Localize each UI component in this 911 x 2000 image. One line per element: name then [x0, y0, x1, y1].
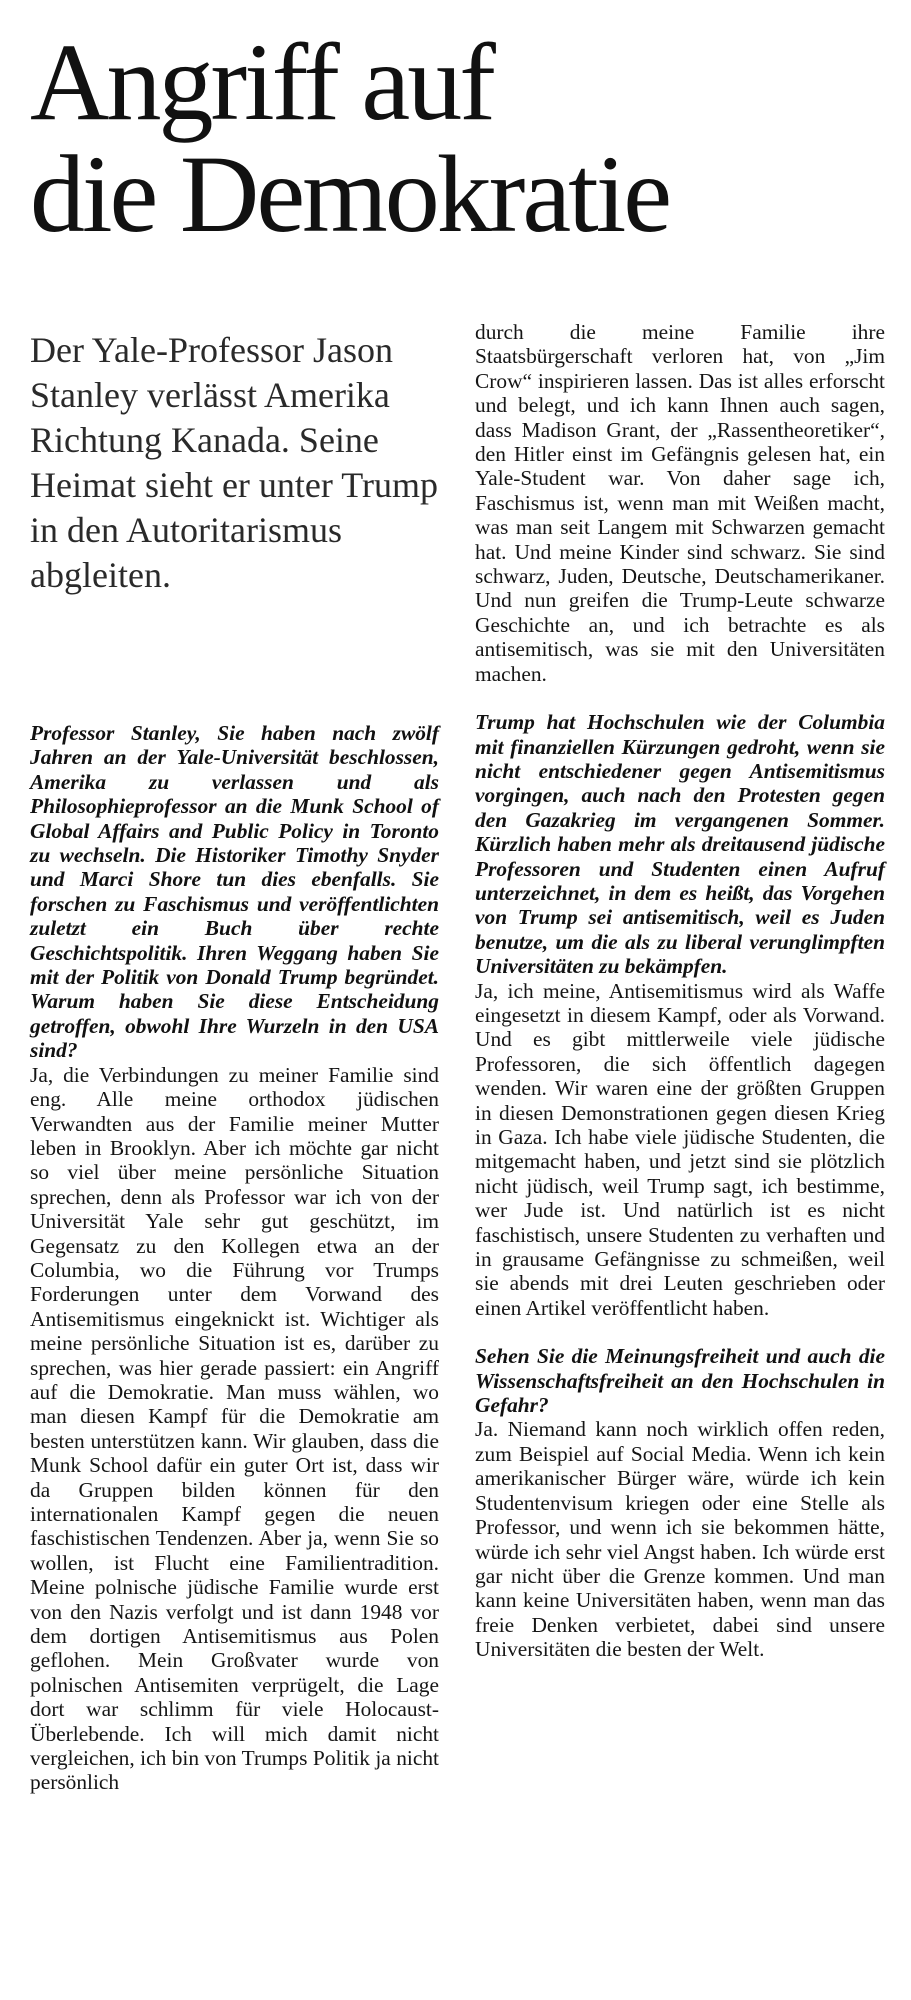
interview-question: Sehen Sie die Meinungsfreiheit und auch die Wissenschaftsfreiheit an den Hochschulen in Gefahr? — [475, 1344, 885, 1418]
article-column-left — [30, 721, 439, 1795]
interview-answer: Ja, die Verbindungen zu meiner Familie sind eng. Alle meine orthodox jüdischen Verwandten aus der Familie meiner Mutter leben in Brooklyn. Aber ich möchte gar nicht so viel über meine persönliche Situation sprechen, denn als Professor war ich von der Universität Yale sehr gut geschützt, im Gegensatz zu den Kollegen etwa an der Columbia, wo die Führung vor Trumps Forderungen unter dem Vorwand des Antisemitismus eingeknickt ist. Wichtiger als meine persönliche Situation ist es, darüber zu sprechen, was hier gerade passiert: ein Angriff auf die Demokratie. Man muss wählen, wo man diesen Kampf für die Demokratie am besten unterstützen kann. Wir glauben, dass die Munk School dafür ein guter Ort ist, dass wir da Gruppen bilden können für den internationalen Kampf gegen die neuen faschistischen Tendenzen. Aber ja, wenn Sie so wollen, ist Flucht eine Familientradition. Meine polnische jüdische Familie wurde erst von den Nazis verfolgt und ist dann 1948 vor dem dortigen Antisemitismus aus Polen geflohen. Mein Großvater wurde von polnischen Antisemiten verprügelt, die Lage dort war schlimm für viele Holocaust-Überlebende. Ich will mich damit nicht vergleichen, ich bin von Trumps Politik ja nicht persönlich — [30, 1062, 439, 1795]
interview-question: Professor Stanley, Sie haben nach zwölf Jahren an der Yale-Universität beschlossen, Amerika zu verlassen und als Philosophieprofessor an die Munk School of Global Affairs and Public Policy in Toronto zu wechseln. Die Historiker Timothy Snyder und Marci Shore tun dies ebenfalls. Sie forschen zu Faschismus und veröffentlichten zuletzt ein Buch über rechte Geschichtspolitik. Ihren Weggang haben Sie mit der Politik von Donald Trump begründet. Warum haben Sie diese Entscheidung getroffen, obwohl Ihre Wurzeln in den USA sind? — [30, 721, 439, 1063]
headline-line-2: die Demokratie — [30, 133, 670, 255]
headline-line-1: Angriff auf — [30, 21, 493, 143]
headline — [30, 21, 890, 255]
lede: Der Yale-Professor Jason Stanley verlässt Amerika Richtung Kanada. Seine Heimat sieht er unter Trump in den Autoritarismus abgleiten. — [30, 330, 438, 595]
interview-question: Trump hat Hochschulen wie der Columbia mit finanziellen Kürzungen gedroht, wenn sie nicht entschiedener gegen Antisemitismus vorgingen, auch nach den Protesten gegen den Gazakrieg im vergangenen Sommer. Kürzlich haben mehr als dreitausend jüdische Professoren und Studenten einen Aufruf unterzeichnet, in dem es heißt, das Vorgehen von Trump sei antisemitisch, weil es Juden benutze, um die als zu liberal verunglimpften Universitäten zu bekämpfen. — [475, 710, 885, 979]
interview-answer-continued: durch die meine Familie ihre Staatsbürgerschaft verloren hat, von „Jim Crow“ inspirieren lassen. Das ist alles erforscht und belegt, und ich kann Ihnen auch sagen, dass Madison Grant, der „Rassentheoretiker“, den Hitler einst im Gefängnis gelesen hat, ein Yale-Student war. Von daher sage ich, Faschismus ist, wenn man mit Weißen macht, was man seit Langem mit Schwarzen gemacht hat. Und meine Kinder sind schwarz. Sie sind schwarz, Juden, Deutsche, Deutschamerikaner. Und nun greifen die Trump-Leute schwarze Geschichte an, und ich betrachte es als antisemitisch, was sie mit den Universitäten machen. — [475, 320, 885, 686]
interview-answer: Ja. Niemand kann noch wirklich offen reden, zum Beispiel auf Social Media. Wenn ich kein amerikanischer Bürger wäre, würde ich kein Studentenvisum kriegen oder eine Stelle als Professor, und wenn ich sie bekommen hätte, würde ich sehr viel Angst haben. Ich würde erst gar nicht über die Grenze kommen. Und man kann keine Universitäten haben, wenn man das freie Denken verbietet, dabei sind unsere Universitäten die besten der Welt. — [475, 1417, 885, 1662]
interview-answer: Ja, ich meine, Antisemitismus wird als Waffe eingesetzt in diesem Kampf, oder als Vorwand. Und es gibt mittlerweile viele jüdische Professoren, die sich öffentlich dagegen wenden. Wir waren eine der größten Gruppen in diesen Demonstrationen gegen diesen Krieg in Gaza. Ich habe viele jüdische Studenten, die mitgemacht haben, und jetzt sind sie plötzlich nicht jüdisch, weil Trump sagt, ich bestimme, wer Jude ist. Und natürlich ist es nicht faschistisch, unsere Studenten zu verhaften und in grausame Gefängnisse zu schmeißen, weil sie abends mit drei Leuten geschrieben oder einen Artikel veröffentlicht haben. — [475, 978, 885, 1320]
article-column-right — [475, 320, 885, 1662]
